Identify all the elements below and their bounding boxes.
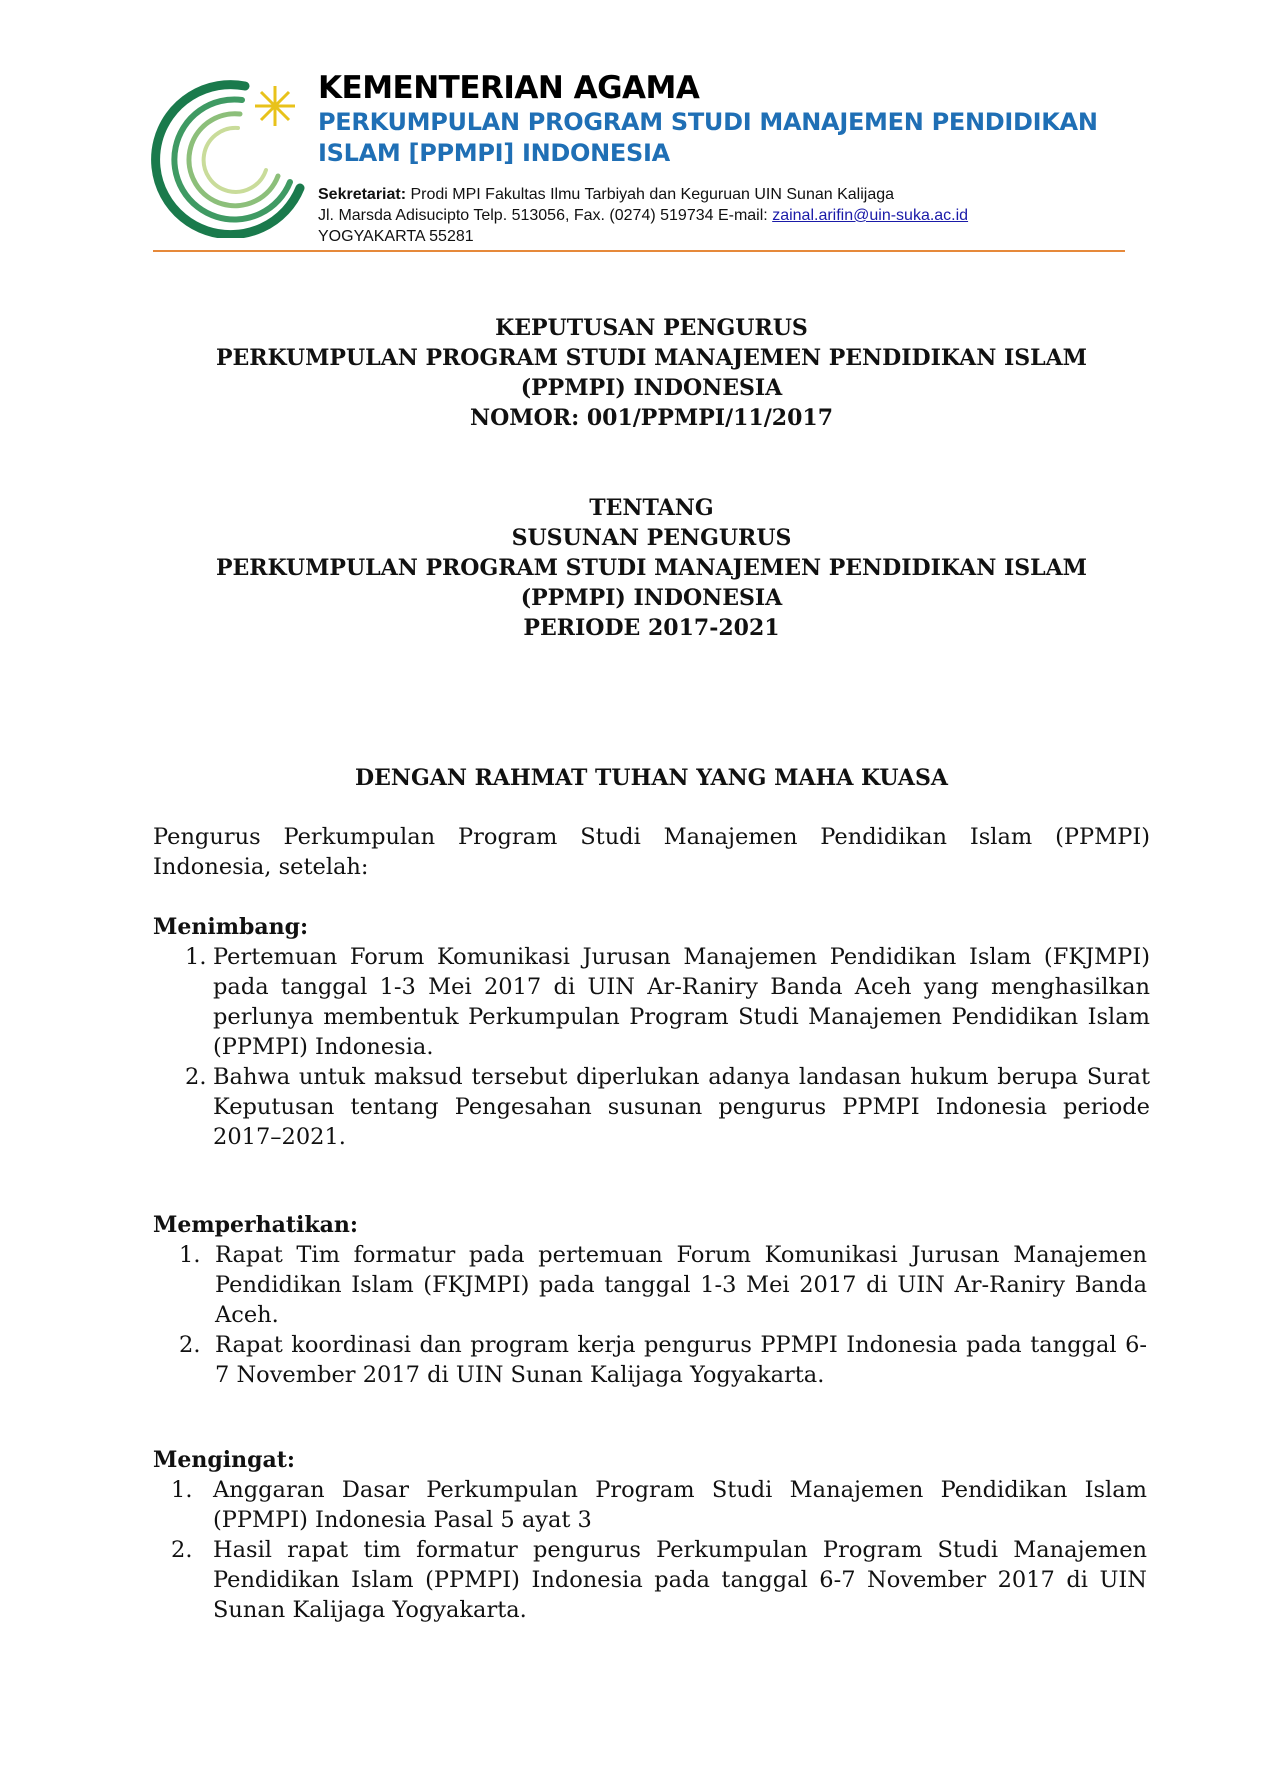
list-item (153, 1535, 1147, 1625)
period: PERIODE 2017-2021 (523, 615, 780, 641)
list-item (153, 1240, 1147, 1330)
invocation: DENGAN RAHMAT TUHAN YANG MAHA KUASA (355, 765, 948, 791)
section-heading-memperhatikan: Memperhatikan: (153, 1212, 358, 1238)
list-mengingat (153, 1475, 1147, 1625)
item-number: 1. (185, 944, 207, 970)
ministry-name: KEMENTERIAN AGAMA (318, 70, 700, 106)
secretariat-label: Sekretariat: (318, 186, 407, 203)
list-item (153, 1062, 1150, 1152)
title-line: PERKUMPULAN PROGRAM STUDI MANAJEMEN PENDIDIKAN ISLAM (215, 345, 1088, 371)
item-text: Hasil rapat tim formatur pengurus Perkumpulan Program Studi Manajemen Pendidikan Islam (PPMPI) Indonesia pada tanggal 6-7 November 2017 di UIN Sunan Kalijaga Yogyakarta. (213, 1537, 1147, 1623)
org-name-line1: PERKUMPULAN PROGRAM STUDI MANAJEMEN PENDIDIKAN (318, 108, 1098, 136)
intro-paragraph: Pengurus Perkumpulan Program Studi Manajemen Pendidikan Islam (PPMPI) Indonesia, setelah: (153, 824, 1150, 880)
item-number: 2. (171, 1537, 193, 1563)
item-number: 1. (179, 1242, 201, 1268)
title-line: PERKUMPULAN PROGRAM STUDI MANAJEMEN PENDIDIKAN ISLAM (215, 555, 1088, 581)
list-item (153, 942, 1150, 1062)
secretariat (318, 186, 894, 204)
title-line: (PPMPI) INDONESIA (520, 375, 783, 401)
title-line: TENTANG (589, 495, 714, 521)
item-number: 2. (179, 1332, 201, 1358)
decision-title (153, 313, 1150, 433)
letterhead-divider (153, 250, 1125, 252)
section-heading-menimbang: Menimbang: (153, 914, 309, 940)
org-name-line2: ISLAM [PPMPI] INDONESIA (318, 139, 670, 167)
star-icon (255, 86, 295, 126)
item-text: Rapat koordinasi dan program kerja pengurus PPMPI Indonesia pada tanggal 6-7 November 2017 di UIN Sunan Kalijaga Yogyakarta. (215, 1332, 1147, 1388)
title-line: KEPUTUSAN PENGURUS (495, 315, 808, 341)
list-item (153, 1330, 1147, 1390)
item-number: 2. (185, 1064, 207, 1090)
item-text: Anggaran Dasar Perkumpulan Program Studi Manajemen Pendidikan Islam (PPMPI) Indonesia Pasal 5 ayat 3 (213, 1477, 1147, 1533)
section-heading-mengingat: Mengingat: (153, 1447, 296, 1473)
item-number: 1. (171, 1477, 193, 1503)
secretariat-text: Prodi MPI Fakultas Ilmu Tarbiyah dan Keguruan UIN Sunan Kalijaga (406, 186, 895, 203)
title-line: (PPMPI) INDONESIA (520, 585, 783, 611)
decision-number: NOMOR: 001/PPMPI/11/2017 (470, 405, 833, 431)
about-title (153, 493, 1150, 643)
list-item (153, 1475, 1147, 1535)
city: YOGYAKARTA 55281 (318, 228, 474, 245)
ppmpi-logo (150, 78, 310, 238)
item-text: Bahwa untuk maksud tersebut diperlukan adanya landasan hukum berupa Surat Keputusan tentang Pengesahan susunan pengurus PPMPI Indonesia periode 2017–2021. (213, 1064, 1150, 1150)
email-link[interactable]: zainal.arifin@uin-suka.ac.id (772, 207, 969, 224)
item-text: Rapat Tim formatur pada pertemuan Forum Komunikasi Jurusan Manajemen Pendidikan Islam (FKJMPI) pada tanggal 1-3 Mei 2017 di UIN Ar-Raniry Banda Aceh. (215, 1242, 1147, 1328)
address-text: Jl. Marsda Adisucipto Telp. 513056, Fax. (0274) 519734 E-mail: (318, 207, 773, 224)
address (318, 207, 968, 225)
item-text: Pertemuan Forum Komunikasi Jurusan Manajemen Pendidikan Islam (FKJMPI) pada tanggal 1-3 Mei 2017 di UIN Ar-Raniry Banda Aceh yang menghasilkan perlunya membentuk Perkumpulan Program Studi Manajemen Pendidikan Islam (PPMPI) Indonesia. (213, 944, 1150, 1060)
title-line: SUSUNAN PENGURUS (511, 525, 792, 551)
list-memperhatikan (153, 1240, 1147, 1390)
list-menimbang (153, 942, 1150, 1152)
